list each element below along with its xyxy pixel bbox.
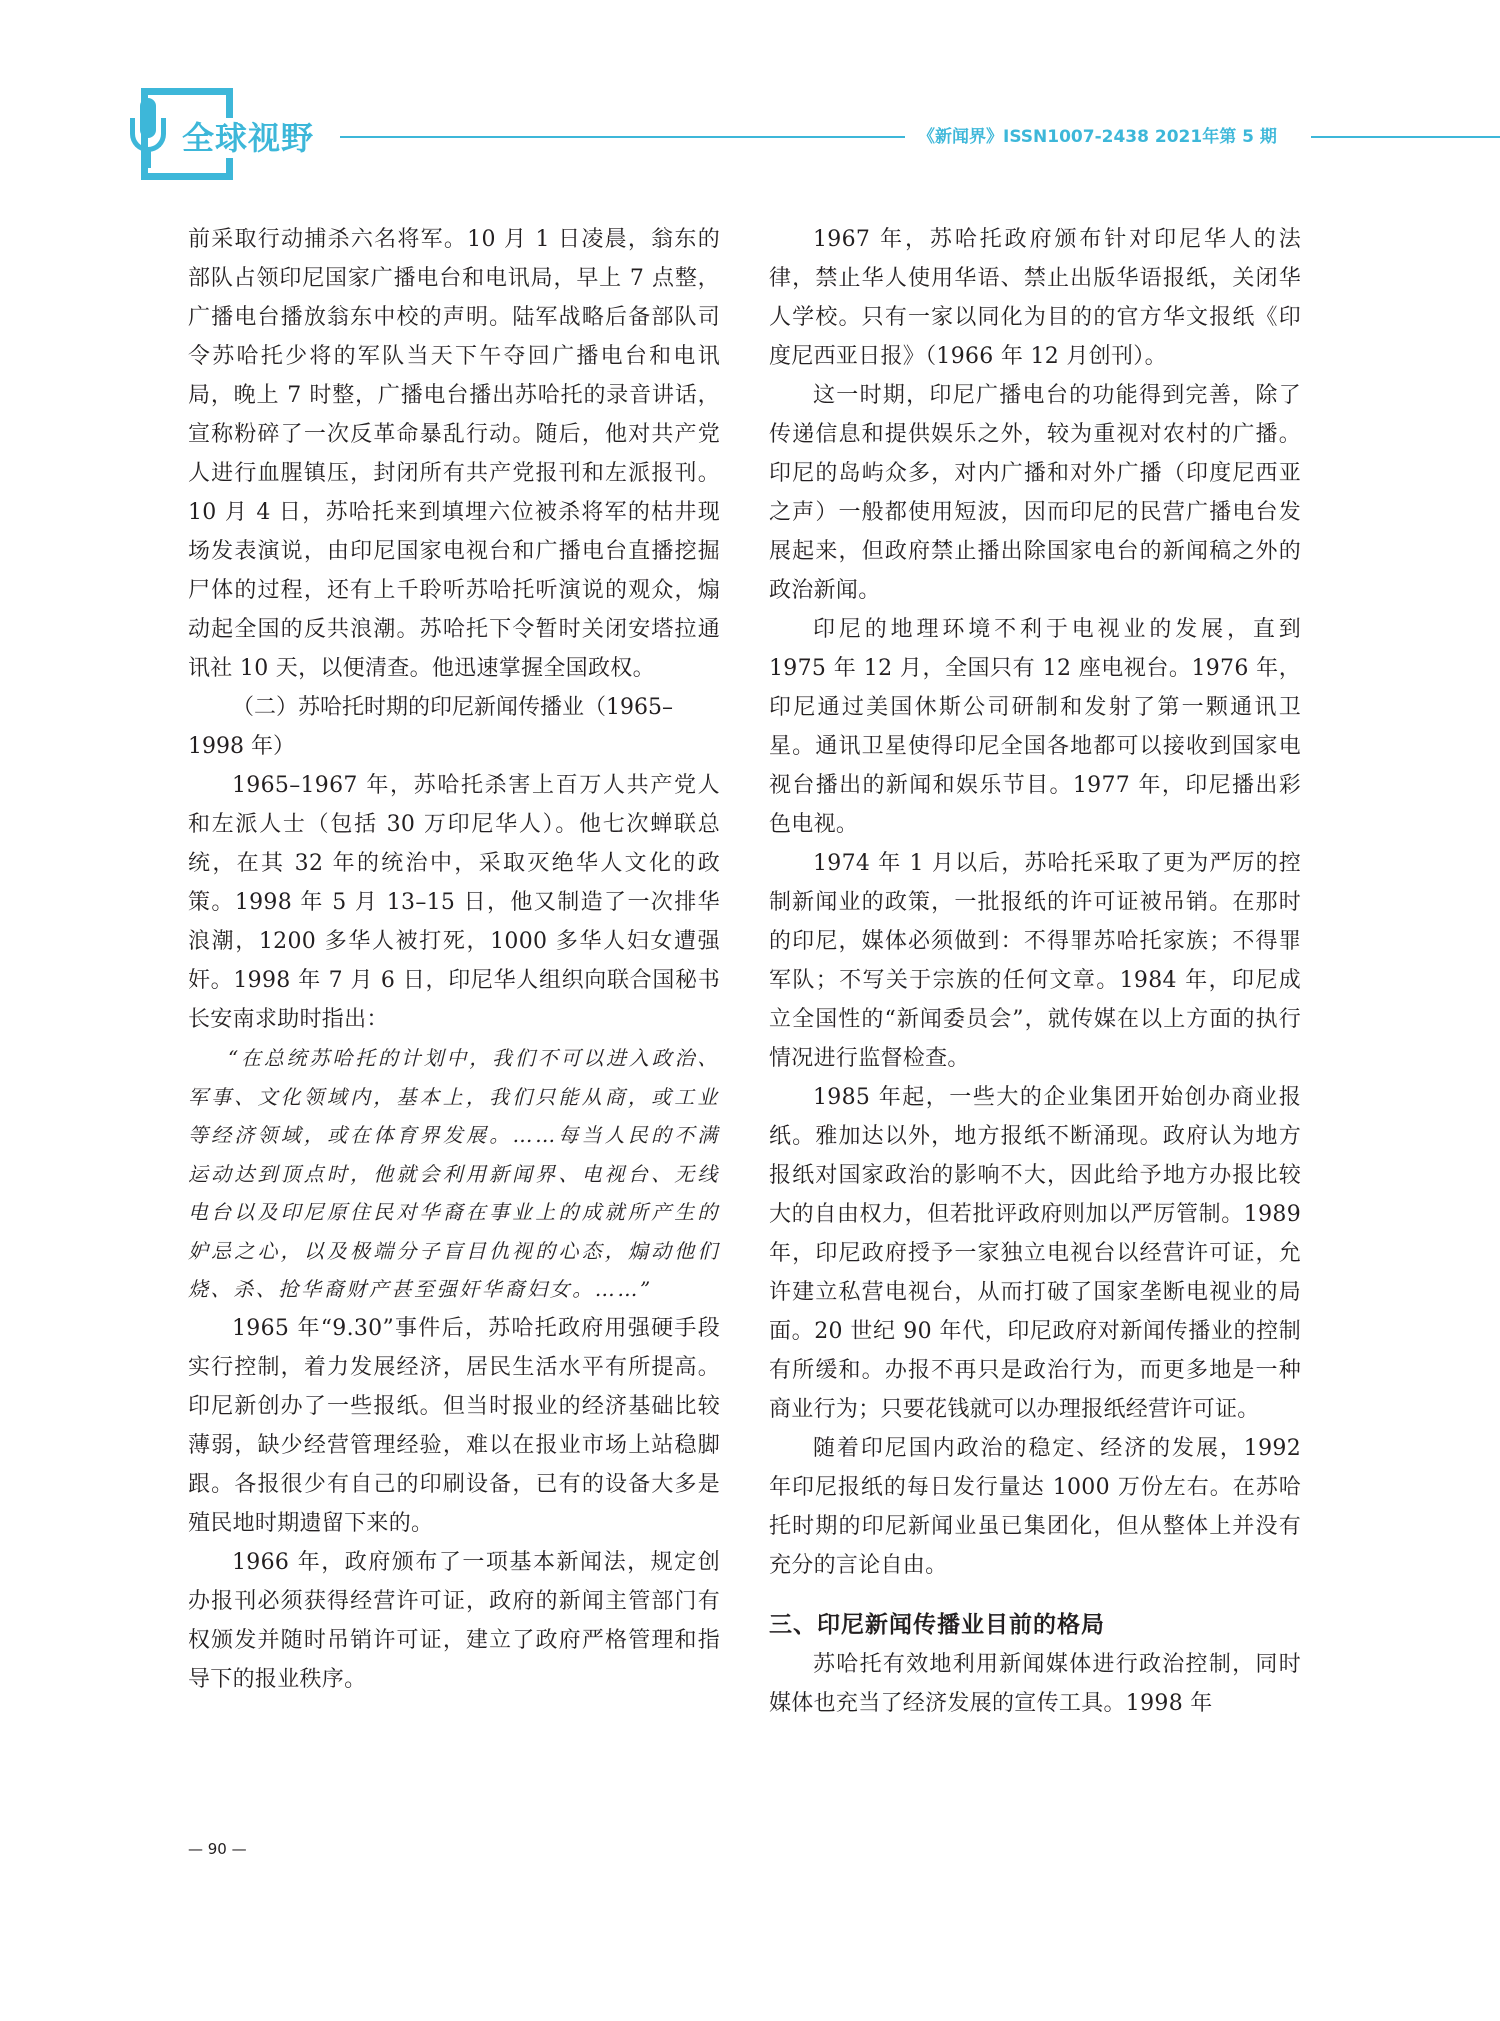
paragraph: 1985 年起，一些大的企业集团开始创办商业报纸。雅加达以外，地方报纸不断涌现。政府认为地方报纸对国家政治的影响不大，因此给予地方办报比较大的自由权力，但若批评政府则加以严厉管制。1989 年，印尼政府授予一家独立电视台以经营许可证，允许建立私营电视台，从而打破了国家垄断电视业的局面。20 世纪 90 年代，印尼政府对新闻传播业的控制有所缓和。办报不再只是政治行为，而更多地是一种商业行为；只要花钱就可以办理报纸经营许可证。 [769, 1085, 1301, 1422]
paragraph: 这一时期，印尼广播电台的功能得到完善，除了传递信息和提供娱乐之外，较为重视对农村的广播。印尼的岛屿众多，对内广播和对外广播（印度尼西亚之声）一般都使用短波，因而印尼的民营广播电台发展起来，但政府禁止播出除国家电台的新闻稿之外的政治新闻。 [769, 383, 1301, 603]
microphone-icon [128, 98, 168, 172]
paragraph: 1974 年 1 月以后，苏哈托采取了更为严厉的控制新闻业的政策，一批报纸的许可证被吊销。在那时的印尼，媒体必须做到：不得罪苏哈托家族；不得罪军队；不写关于宗族的任何文章。1984 年，印尼成立全国性的“新闻委员会”，就传媒在以上方面的执行情况进行监督检查。 [769, 851, 1301, 1071]
paragraph: 1966 年，政府颁布了一项基本新闻法，规定创办报刊必须获得经营许可证，政府的新闻主管部门有权颁发并随时吊销许可证，建立了政府严格管理和指导下的报业秩序。 [188, 1549, 720, 1692]
journal-info: 《新闻界》ISSN1007-2438 2021年第 5 期 [918, 127, 1277, 147]
right-column [769, 220, 1301, 1723]
block-quote: “在总统苏哈托的计划中，我们不可以进入政治、军事、文化领域内，基本上，我们只能从商，或工业等经济领域，或在体育界发展。……每当人民的不满运动达到顶点时，他就会利用新闻界、电视台、无线电台以及印尼原住民对华裔在事业上的成就所产生的妒忌之心，以及极端分子盲目仇视的心态，煽动他们烧、杀、抢华裔财产甚至强奸华裔妇女。……” [188, 1046, 720, 1301]
page-number: — 90 — [188, 1840, 247, 1858]
paragraph: 苏哈托有效地利用新闻媒体进行政治控制，同时媒体也充当了经济发展的宣传工具。1998 年 [769, 1652, 1301, 1716]
subsection-heading: （二）苏哈托时期的印尼新闻传播业（1965–1998 年） [188, 695, 673, 759]
paragraph: 1965 年“9.30”事件后，苏哈托政府用强硬手段实行控制，着力发展经济，居民生活水平有所提高。印尼新创办了一些报纸。但当时报业的经济基础比较薄弱，缺少经营管理经验，难以在报业市场上站稳脚跟。各报很少有自己的印刷设备，已有的设备大多是殖民地时期遗留下来的。 [188, 1315, 720, 1536]
left-column [188, 220, 720, 1699]
header-rule-right [1311, 136, 1500, 138]
paragraph: 前采取行动捕杀六名将军。10 月 1 日凌晨，翁东的部队占领印尼国家广播电台和电讯局，早上 7 点整，广播电台播放翁东中校的声明。陆军战略后备部队司令苏哈托少将的军队当天下午夺回广播电台和电讯局，晚上 7 时整，广播电台播出苏哈托的录音讲话，宣称粉碎了一次反革命暴乱行动。随后，他对共产党人进行血腥镇压，封闭所有共产党报刊和左派报刊。10 月 4 日，苏哈托来到填埋六位被杀将军的枯井现场发表演说，由印尼国家电视台和广播电台直播挖掘尸体的过程，还有上千聆听苏哈托听演说的观众，煽动起全国的反共浪潮。苏哈托下令暂时关闭安塔拉通讯社 10 天，以便清查。他迅速掌握全国政权。 [188, 227, 720, 681]
header-rule-left [340, 136, 905, 138]
section-heading: 三、印尼新闻传播业目前的格局 [769, 1612, 1105, 1638]
paragraph: 1965–1967 年，苏哈托杀害上百万人共产党人和左派人士（包括 30 万印尼华人）。他七次蝉联总统，在其 32 年的统治中，采取灭绝华人文化的政策。1998 年 5 月 13–15 日，他又制造了一次排华浪潮，1200 多华人被打死，1000 多华人妇女遭强奸。1998 年 7 月 6 日，印尼华人组织向联合国秘书长安南求助时指出： [188, 773, 720, 1032]
page-header [0, 0, 1500, 200]
paragraph: 1967 年，苏哈托政府颁布针对印尼华人的法律，禁止华人使用华语、禁止出版华语报纸，关闭华人学校。只有一家以同化为目的的官方华文报纸《印度尼西亚日报》（1966 年 12 月创刊）。 [769, 227, 1301, 369]
paragraph: 印尼的地理环境不利于电视业的发展，直到 1975 年 12 月，全国只有 12 座电视台。1976 年，印尼通过美国休斯公司研制和发射了第一颗通讯卫星。通讯卫星使得印尼全国各地都可以接收到国家电视台播出的新闻和娱乐节目。1977 年，印尼播出彩色电视。 [769, 617, 1301, 837]
section-title: 全球视野 [178, 118, 320, 158]
paragraph: 随着印尼国内政治的稳定、经济的发展，1992 年印尼报纸的每日发行量达 1000 万份左右。在苏哈托时期的印尼新闻业虽已集团化，但从整体上并没有充分的言论自由。 [769, 1436, 1301, 1578]
